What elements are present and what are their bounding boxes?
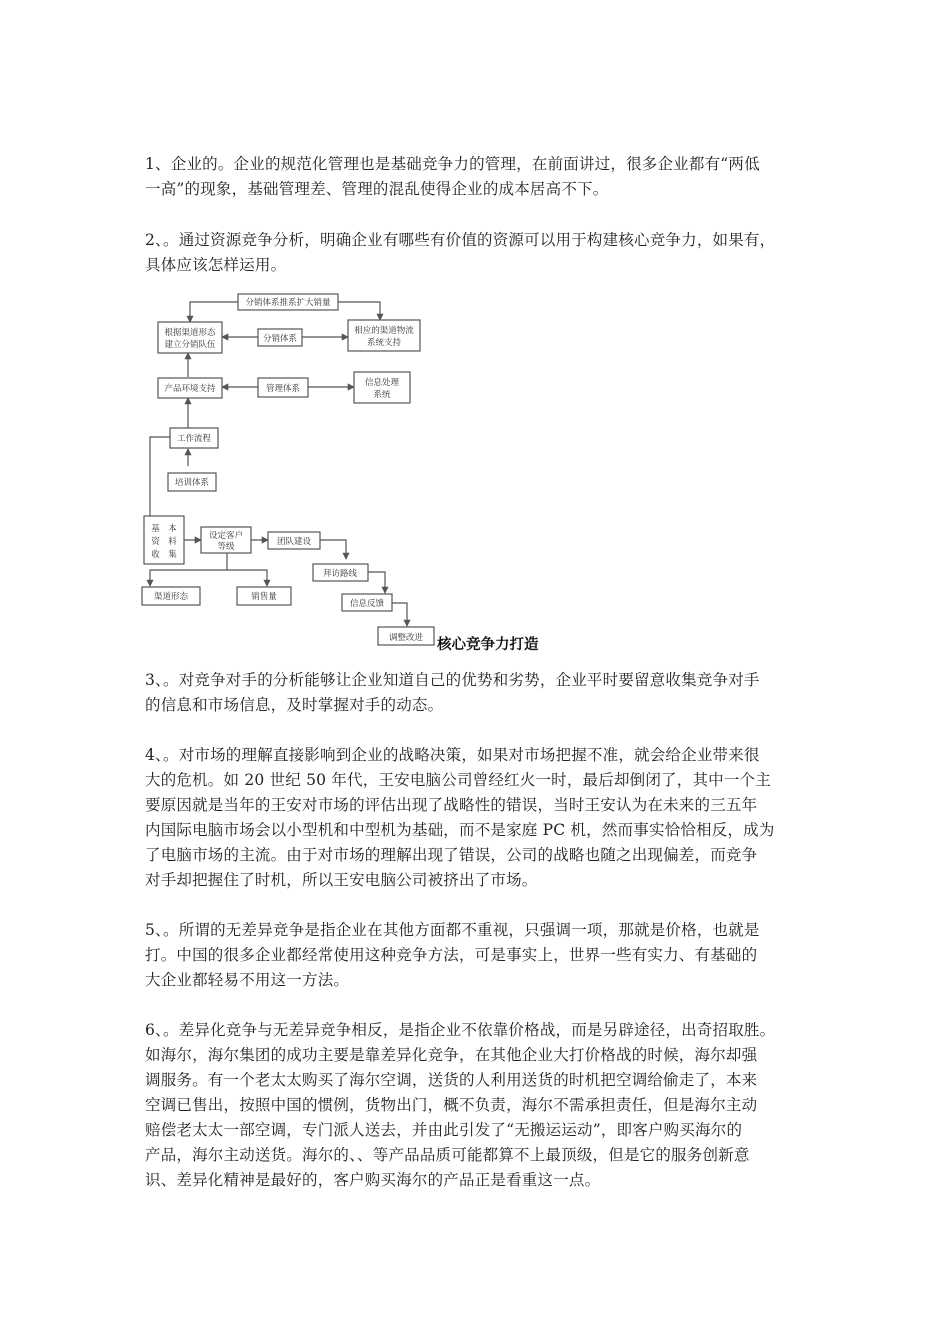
connector bbox=[227, 570, 267, 586]
paragraph-5 bbox=[145, 918, 835, 993]
box-management-system bbox=[258, 378, 308, 397]
paragraph-6 bbox=[145, 1018, 835, 1193]
box-info-feedback bbox=[342, 594, 392, 611]
paragraph-line: 4、。对市场的理解直接影响到企业的战略决策，如果对市场把握不准，就会给企业带来很 bbox=[145, 746, 760, 764]
box-info-processing bbox=[354, 372, 410, 403]
diagram-caption: 核心竞争力打造 bbox=[437, 637, 539, 653]
box-label: 相应的渠道物流 bbox=[354, 326, 414, 336]
paragraph-2 bbox=[145, 228, 835, 278]
paragraph-line: 调服务。有一个老太太购买了海尔空调，送货的人利用送货的时机把空调给偷走了，本来 bbox=[145, 1071, 758, 1089]
connector bbox=[150, 437, 170, 516]
box-product-environment bbox=[158, 378, 222, 398]
paragraph-line: 2、。通过资源竞争分析，明确企业有哪些有价值的资源可以用于构建核心竞争力，如果有， bbox=[145, 231, 776, 249]
paragraph-line: 产品，海尔主动送货。海尔的、、等产品品质可能都算不上最顶级，但是它的服务创新意 bbox=[145, 1146, 750, 1164]
connector bbox=[338, 302, 380, 320]
paragraph-line: 一高”的现象，基础管理差、管理的混乱使得企业的成本居高不下。 bbox=[145, 180, 609, 198]
box-label: 建立分销队伍 bbox=[164, 340, 216, 350]
box-label: 培训体系 bbox=[174, 478, 210, 488]
box-workflow bbox=[170, 428, 218, 448]
box-adjust-improve bbox=[378, 627, 434, 645]
box-label: 管理体系 bbox=[265, 384, 301, 394]
core-competence-diagram bbox=[140, 290, 580, 660]
paragraph-line: 空调已售出，按照中国的惯例，货物出门，概不负责，海尔不需承担责任，但是海尔主动 bbox=[145, 1096, 758, 1114]
box-team-building bbox=[268, 532, 320, 549]
paragraph-line: 的信息和市场信息，及时掌握对手的动态。 bbox=[145, 696, 444, 714]
paragraph-line: 5、。所谓的无差异竞争是指企业在其他方面都不重视，只强调一项，那就是价格，也就是 bbox=[145, 921, 760, 939]
paragraph-3 bbox=[145, 668, 835, 718]
paragraph-line: 具体应该怎样运用。 bbox=[145, 256, 287, 274]
paragraph-line: 6、。差异化竞争与无差异竞争相反，是指企业不依靠价格战，而是另辟途径，出奇招取胜。 bbox=[145, 1021, 776, 1039]
box-label: 信息处理 bbox=[364, 378, 400, 388]
box-label: 设定客户 bbox=[208, 531, 244, 541]
paragraph-line: 内国际电脑市场会以小型机和中型机为基础，而不是家庭 PC 机，然而事实恰恰相反，成为 bbox=[145, 821, 775, 839]
box-label: 等级 bbox=[217, 542, 235, 552]
paragraph-line: 1、企业的。企业的规范化管理也是基础竞争力的管理，在前面讲过，很多企业都有“两低 bbox=[145, 155, 760, 173]
box-label: 根据渠道形态 bbox=[164, 328, 216, 338]
paragraph-4 bbox=[145, 743, 835, 893]
paragraph-line: 打。中国的很多企业都经常使用这种竞争方法，可是事实上，世界一些有实力、有基础的 bbox=[145, 946, 758, 964]
box-label: 分销体系 bbox=[262, 334, 298, 344]
paragraph-line: 要原因就是当年的王安对市场的评估出现了战略性的错误，当时王安认为在未来的三五年 bbox=[145, 796, 758, 814]
paragraph-line: 大的危机。如 20 世纪 50 年代，王安电脑公司曾经红火一时，最后却倒闭了，其中一个主 bbox=[145, 771, 771, 789]
paragraph-line: 对手却把握住了时机，所以王安电脑公司被挤出了市场。 bbox=[145, 871, 538, 889]
box-label: 团队建设 bbox=[276, 537, 312, 547]
paragraph-1 bbox=[145, 152, 835, 202]
box-channel-form bbox=[142, 587, 200, 605]
box-label: 销售量 bbox=[251, 592, 277, 602]
box-visit-route bbox=[313, 564, 368, 581]
connector bbox=[368, 572, 385, 593]
box-label: 渠道形态 bbox=[153, 592, 189, 602]
box-label: 产品环境支持 bbox=[164, 384, 216, 394]
box-label: 收 集 bbox=[151, 550, 177, 560]
box-label: 系统 bbox=[373, 390, 391, 400]
connector bbox=[392, 603, 407, 626]
paragraph-line: 3、。对竞争对手的分析能够让企业知道自己的优势和劣势，企业平时要留意收集竞争对手 bbox=[145, 671, 760, 689]
box-label: 资 料 bbox=[151, 537, 177, 547]
paragraph-line: 了电脑市场的主流。由于对市场的理解出现了错误，公司的战略也随之出现偏差，而竞争 bbox=[145, 846, 758, 864]
box-label: 系统支持 bbox=[366, 338, 402, 348]
box-label: 信息反馈 bbox=[349, 599, 385, 609]
box-label: 基 本 bbox=[151, 524, 177, 534]
connector bbox=[320, 540, 346, 559]
connector bbox=[190, 302, 238, 322]
box-basic-data bbox=[144, 516, 184, 564]
box-training bbox=[168, 473, 216, 491]
box-label: 工作流程 bbox=[176, 434, 212, 444]
paragraph-line: 大企业都轻易不用这一方法。 bbox=[145, 971, 350, 989]
box-channel-team bbox=[158, 322, 222, 353]
paragraph-line: 赔偿老太太一部空调，专门派人送去，并由此引发了“无搬运运动”，即客户购买海尔的 bbox=[145, 1121, 743, 1139]
box-sales-volume bbox=[237, 587, 291, 605]
box-distribution-system bbox=[258, 329, 302, 346]
box-label: 调整改进 bbox=[388, 633, 424, 643]
box-label: 拜访路线 bbox=[322, 569, 358, 579]
box-distribution-expansion bbox=[238, 294, 338, 310]
box-set-customer-level bbox=[201, 527, 251, 553]
paragraph-line: 如海尔，海尔集团的成功主要是靠差异化竞争，在其他企业大打价格战的时候，海尔却强 bbox=[145, 1046, 758, 1064]
box-logistics-support bbox=[348, 320, 420, 351]
paragraph-line: 识、差异化精神是最好的，客户购买海尔的产品正是看重这一点。 bbox=[145, 1171, 601, 1189]
box-label: 分销体系推系扩大销量 bbox=[245, 298, 331, 308]
